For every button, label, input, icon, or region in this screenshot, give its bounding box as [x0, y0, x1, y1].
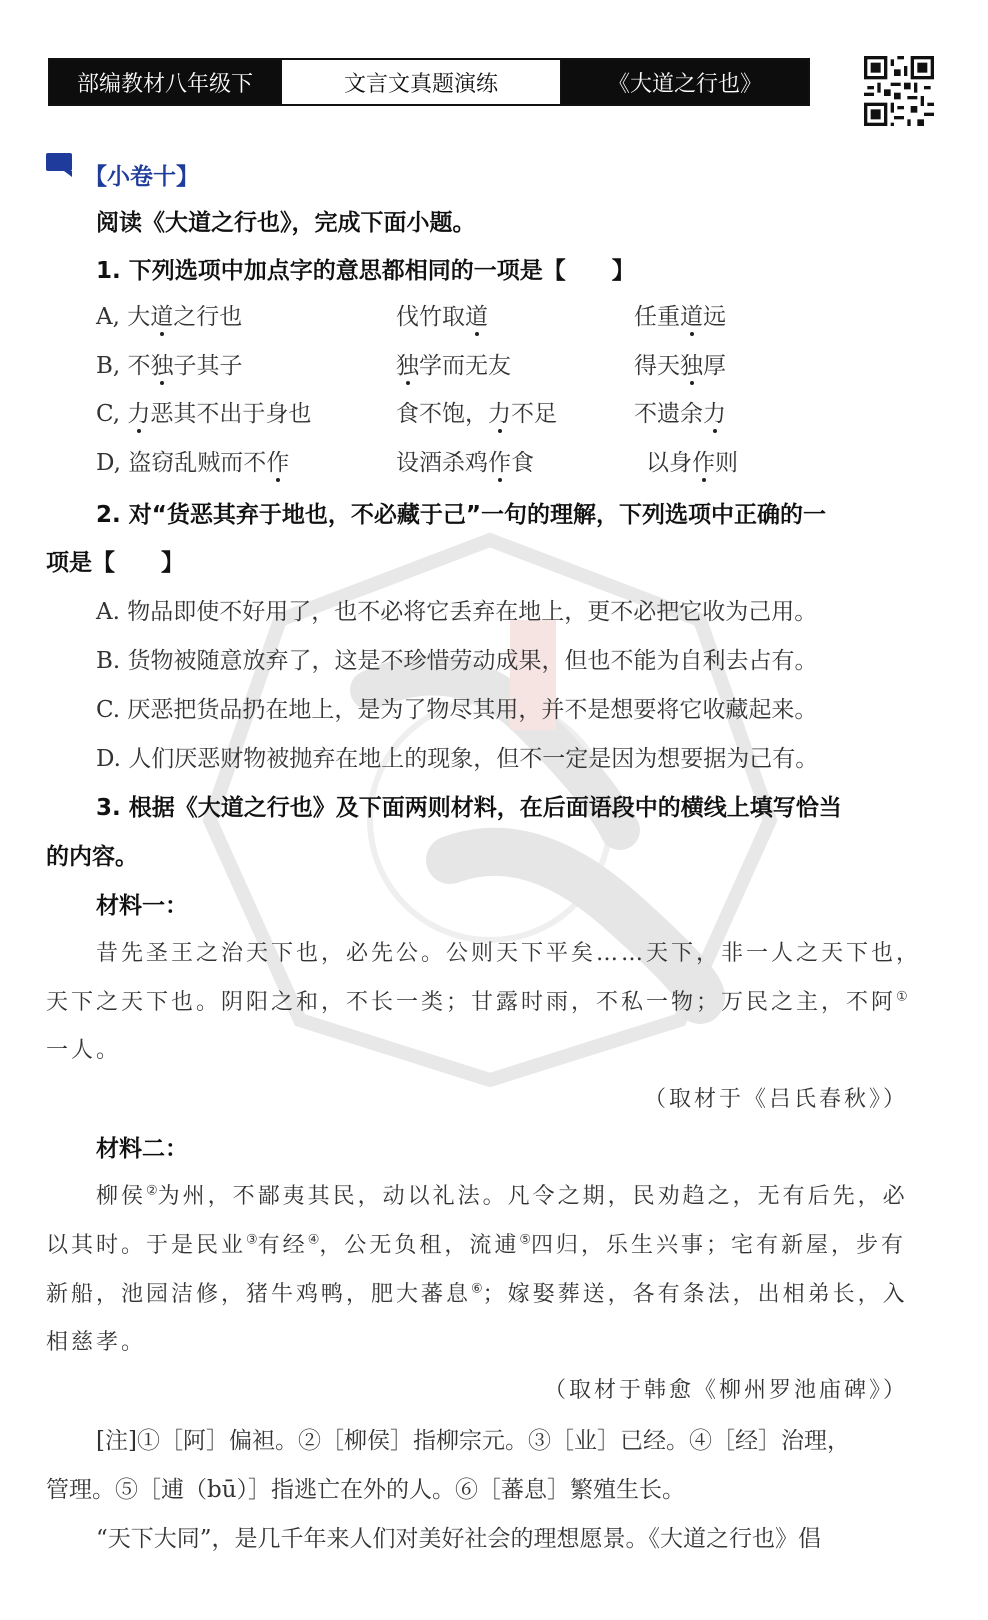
header-topic: 文言文真题演练 — [280, 60, 562, 104]
material-1-line3: 一人。 — [46, 1038, 122, 1063]
qr-code-icon — [864, 56, 934, 126]
phrase-text: 食不饱， — [396, 401, 488, 427]
material-1-line2: 天下之天下也。阴阳之和，不长一类；甘露时雨，不私一物；万民之主，不阿① — [46, 989, 908, 1015]
dotted-character: 力 — [488, 401, 511, 427]
material-2-line1: 柳侯②为州，不鄙夷其民，动以礼法。凡令之期，民劝趋之，无有后先，必 — [96, 1183, 908, 1209]
phrase-text: 之行也 — [173, 304, 243, 330]
phrase-text: A, 大 — [96, 304, 151, 330]
question-3-stem-line2: 的内容。 — [46, 844, 138, 870]
dotted-character: 独 — [680, 353, 703, 379]
dotted-character: 作 — [488, 450, 511, 476]
phrase-text: 不遗余 — [634, 401, 703, 427]
phrase-text: 远 — [703, 304, 726, 330]
phrase-text: 不足 — [511, 401, 557, 427]
phrase-text: 设酒杀鸡 — [396, 450, 488, 476]
dotted-character: 独 — [396, 353, 419, 379]
phrase-text: 任重 — [634, 304, 680, 330]
material-2-label: 材料二： — [96, 1136, 188, 1162]
q1-option-b-phrase-3 — [634, 351, 726, 381]
phrase-text: 得天 — [634, 353, 680, 379]
question-3-stem-line1: 3. 根据《大道之行也》及下面两则材料，在后面语段中的横线上填写恰当 — [96, 795, 842, 821]
q1-option-d-phrase-2 — [396, 448, 534, 478]
q1-option-c-phrase-1 — [96, 399, 311, 429]
phrase-text: B, 不 — [96, 353, 151, 379]
question-2-stem-line1: 2. 对“货恶其弃于地也，不必藏于己”一句的理解，下列选项中正确的一 — [96, 502, 826, 528]
phrase-text: D, 盗窃乱贼而不 — [96, 450, 267, 476]
question-2-stem-line2: 项是【 】 — [46, 550, 184, 576]
phrase-text: 子其子 — [173, 353, 243, 379]
material-2-line3: 新船，池园洁修，猪牛鸡鸭，肥大蕃息⑥；嫁娶葬送，各有条法，出相弟长，入 — [46, 1281, 908, 1307]
reading-instruction: 阅读《大道之行也》，完成下面小题。 — [96, 210, 476, 236]
phrase-text: 以身 — [646, 450, 692, 476]
dotted-character: 道 — [465, 304, 488, 330]
material-1-line1: 昔先圣王之治天下也，必先公。公则天下平矣……天下，非一人之天下也， — [96, 941, 922, 966]
header-lesson: 《大道之行也》 — [562, 60, 808, 104]
phrase-text: 学而无友 — [419, 353, 511, 379]
phrase-text: 食 — [511, 450, 534, 476]
notes-line2: 管理。⑤［逋（bū）］指逃亡在外的人。⑥［蕃息］繁殖生长。 — [46, 1477, 686, 1503]
material-1-source: （取材于《吕氏春秋》） — [644, 1087, 909, 1112]
q1-option-a-phrase-2 — [396, 302, 488, 332]
material-2-line4: 相慈孝。 — [46, 1330, 147, 1355]
material-2-source: （取材于韩愈《柳州罗池庙碑》） — [544, 1378, 909, 1403]
q1-option-a-phrase-3 — [634, 302, 726, 332]
q1-option-c-phrase-3 — [634, 399, 726, 429]
question-2-option-c: C. 厌恶把货品扔在地上，是为了物尽其用，并不是想要将它收藏起来。 — [96, 697, 818, 723]
notes-line1: [注]①［阿］偏袒。②［柳侯］指柳宗元。③［业］已经。④［经］治理， — [96, 1428, 850, 1454]
dotted-character: 力 — [127, 401, 151, 427]
q1-option-b-phrase-1 — [96, 351, 243, 381]
section-title: 【小卷十】 — [84, 164, 199, 190]
q1-option-b-phrase-2 — [396, 351, 511, 381]
phrase-text: 伐竹取 — [396, 304, 465, 330]
material-1-label: 材料一： — [96, 893, 188, 919]
closing-paragraph-line: “天下大同”，是几千年来人们对美好社会的理想愿景。《大道之行也》倡 — [96, 1526, 822, 1552]
phrase-text: 厚 — [703, 353, 726, 379]
phrase-text: 恶其不出于身也 — [150, 401, 312, 427]
q1-option-d-phrase-1 — [96, 448, 289, 478]
question-2-option-b: B. 货物被随意放弃了，这是不珍惜劳动成果，但也不能为自利去占有。 — [96, 648, 818, 674]
dotted-character: 道 — [150, 304, 174, 330]
dotted-character: 独 — [150, 353, 174, 379]
dotted-character: 作 — [266, 450, 290, 476]
dotted-character: 作 — [692, 450, 715, 476]
q1-option-d-phrase-3 — [646, 448, 738, 478]
header-bar — [48, 58, 810, 106]
dotted-character: 道 — [680, 304, 703, 330]
question-2-option-a: A. 物品即使不好用了，也不必将它丢弃在地上，更不必把它收为己用。 — [96, 599, 818, 625]
phrase-text: 则 — [715, 450, 738, 476]
q1-option-c-phrase-2 — [396, 399, 557, 429]
dotted-character: 力 — [703, 401, 726, 427]
header-grade: 部编教材八年级下 — [50, 60, 280, 104]
chat-bubble-icon — [46, 153, 76, 177]
question-1-stem: 1. 下列选项中加点字的意思都相同的一项是【 】 — [96, 258, 635, 284]
material-2-line2: 以其时。于是民业③有经④，公无负租，流逋⑤四归，乐生兴事；宅有新屋，步有 — [46, 1232, 907, 1258]
phrase-text: C, — [96, 401, 128, 427]
question-2-option-d: D. 人们厌恶财物被抛弃在地上的现象，但不一定是因为想要据为己有。 — [96, 746, 819, 772]
q1-option-a-phrase-1 — [96, 302, 242, 332]
